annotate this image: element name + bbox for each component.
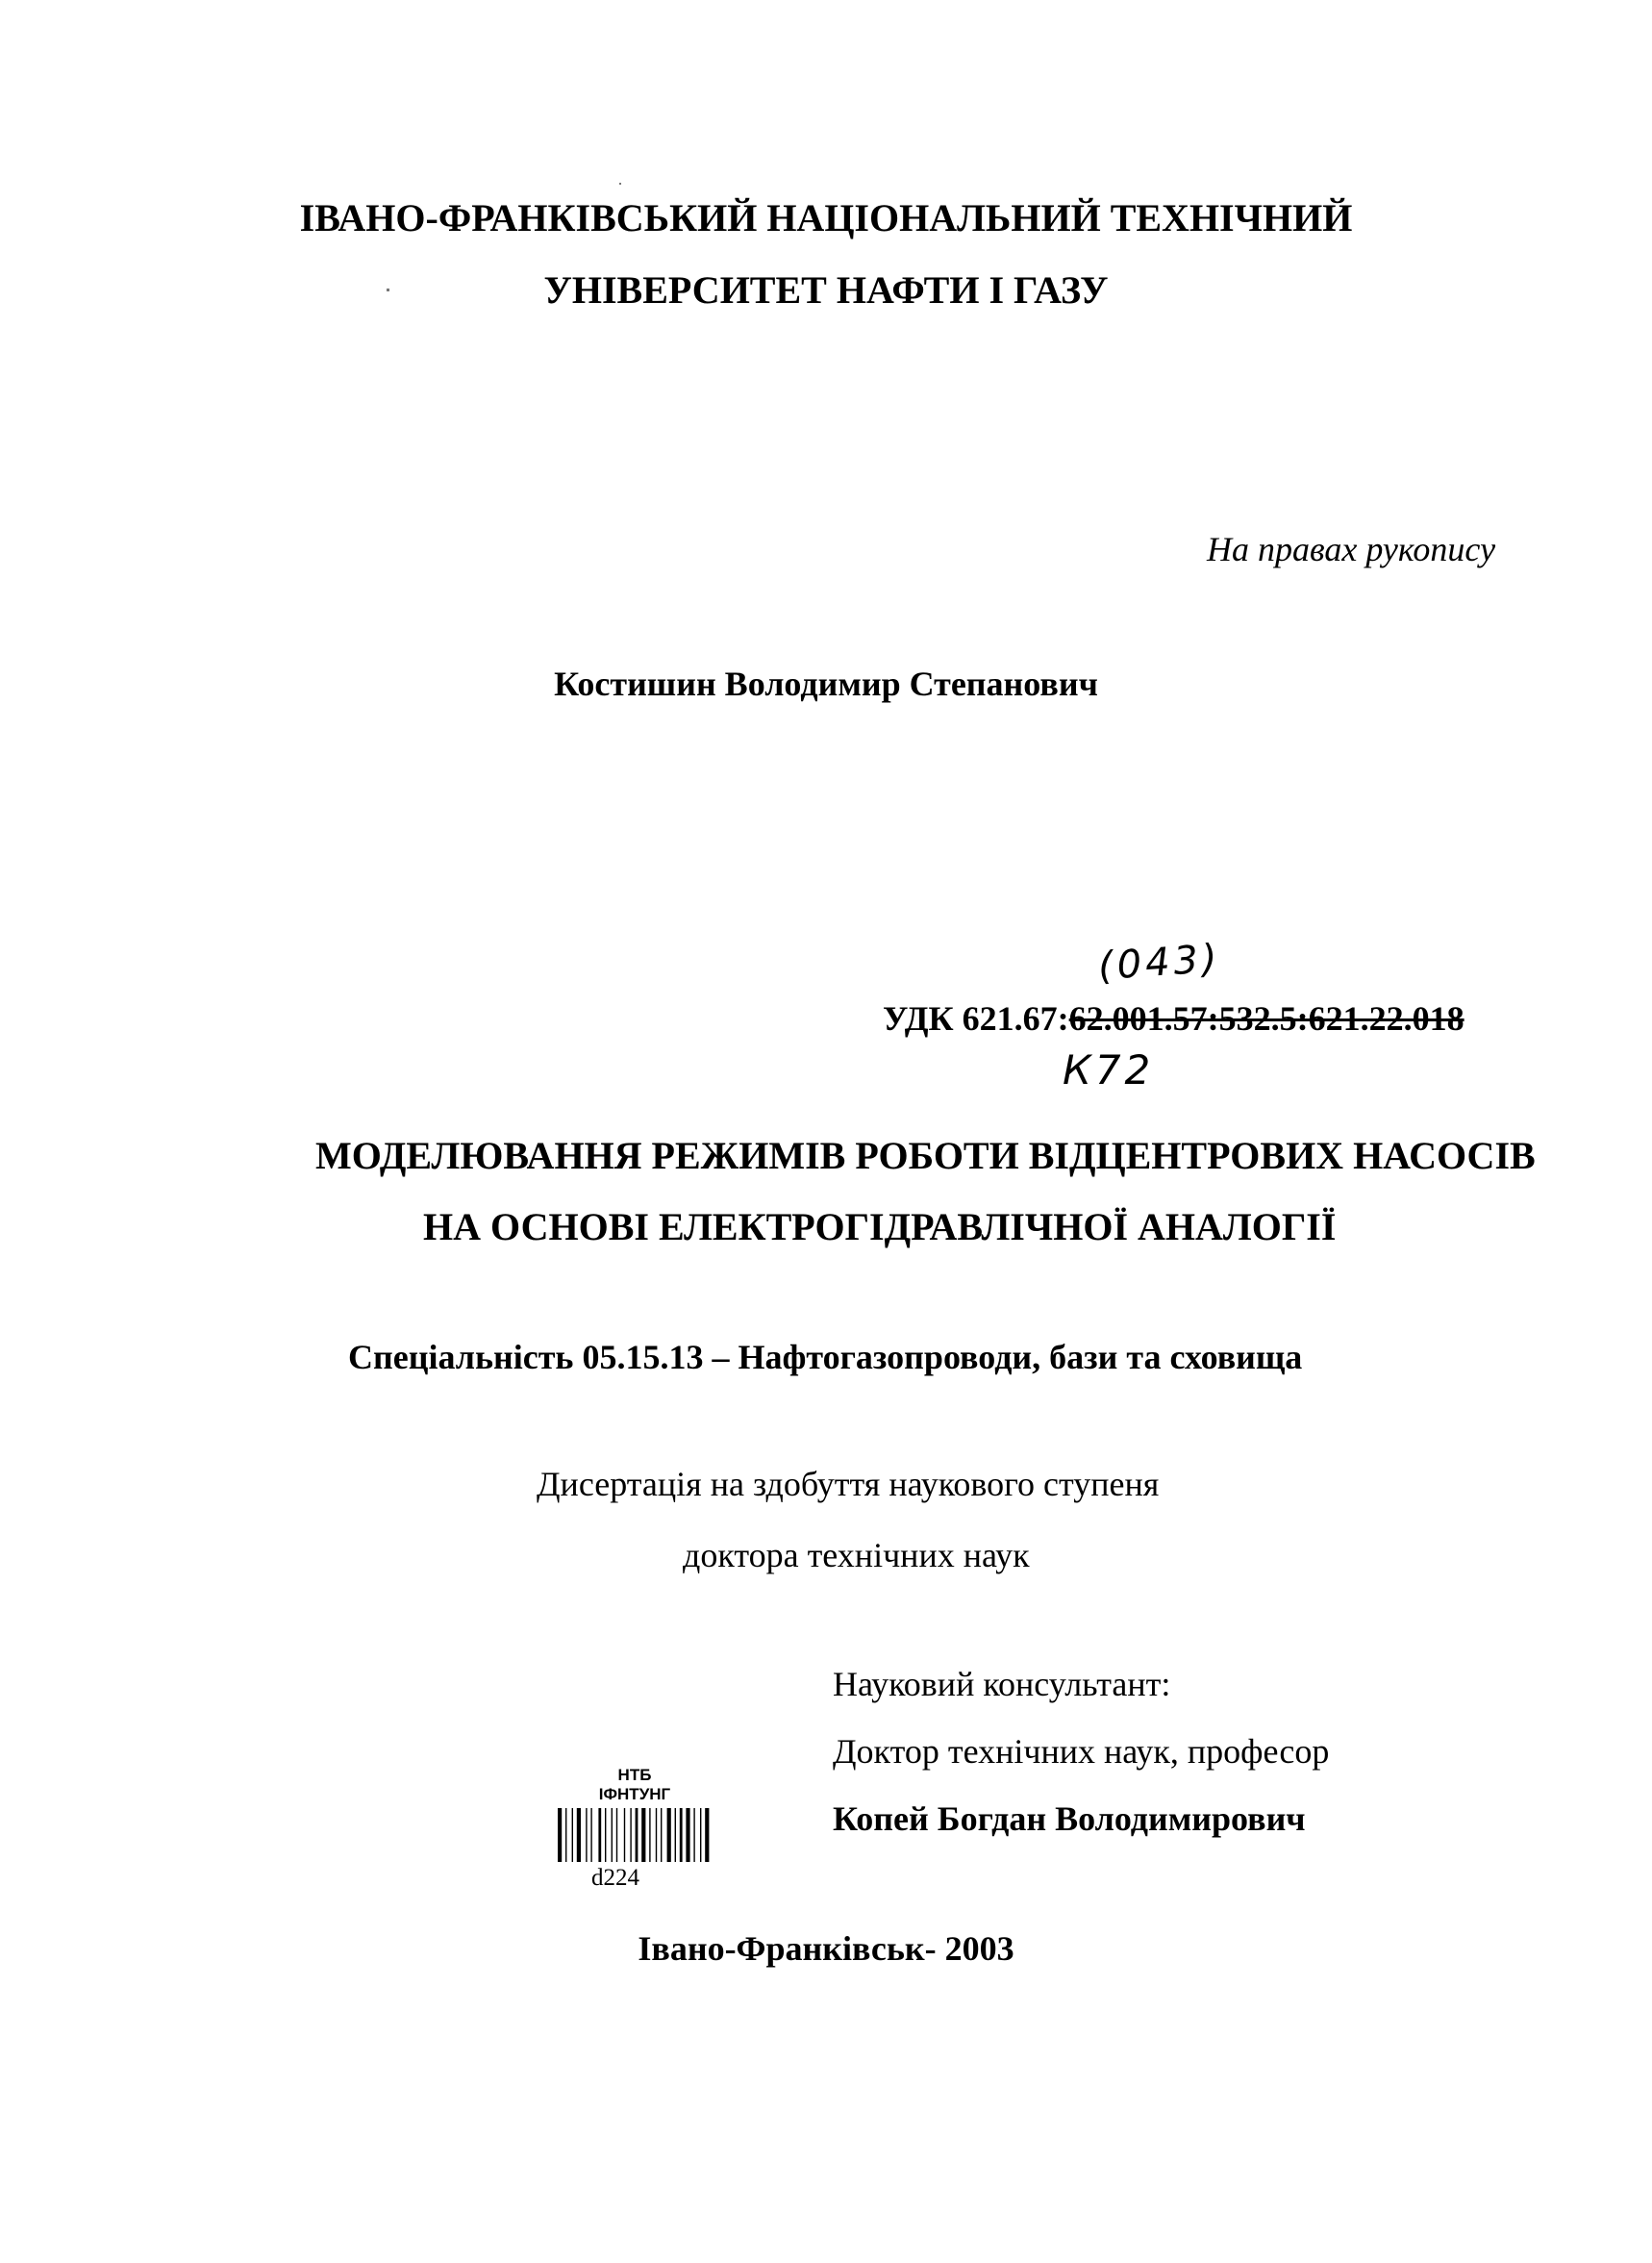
specialty: Спеціальність 05.15.13 – Нафтогазопроводи, бази та сховища [348, 1338, 1303, 1376]
university-name-line-1: ІВАНО-ФРАНКІВСЬКИЙ НАЦІОНАЛЬНИЙ ТЕХНІЧНИЙ [299, 196, 1353, 239]
university-name-line-2: УНІВЕРСИТЕТ НАФТИ І ГАЗУ [543, 268, 1109, 312]
barcode-bar [680, 1808, 683, 1862]
barcode-bar [675, 1808, 676, 1862]
dissertation-title-line-2: НА ОСНОВІ ЕЛЕКТРОГІДРАВЛІЧНОЇ АНАЛОГІЇ [423, 1205, 1337, 1248]
barcode-bar [661, 1808, 662, 1862]
barcode-bar [558, 1808, 562, 1862]
barcode-bar [612, 1808, 613, 1862]
barcode-bar [605, 1808, 606, 1862]
barcode-bar [686, 1808, 689, 1862]
barcode-bar [590, 1808, 591, 1862]
barcode-bar [700, 1808, 701, 1862]
barcode-icon [554, 1808, 715, 1862]
dissertation-degree-line-2: доктора технічних наук [683, 1536, 1030, 1574]
dissertation-degree-line-1: Дисертація на здобуття наукового ступеня [537, 1465, 1160, 1503]
manuscript-rights-note: На правах рукопису [1207, 530, 1496, 568]
city-year: Івано-Франківськ- 2003 [638, 1929, 1014, 1968]
barcode-bar [636, 1808, 638, 1862]
library-stamp-line-1: НТБ [617, 1766, 652, 1784]
scan-speck [619, 183, 621, 185]
author-name: Костишин Володимир Степанович [554, 665, 1098, 703]
barcode-bar [649, 1808, 650, 1862]
library-stamp-line-2: ІФНТУНГ [598, 1785, 671, 1803]
consultant-name: Копей Богдан Володимирович [833, 1799, 1306, 1838]
barcode-bar [616, 1808, 617, 1862]
barcode-bar [598, 1808, 601, 1862]
udc-struck-code: 62.001.57:532.5:621.22.018 [1068, 999, 1464, 1038]
scan-speck [387, 289, 389, 291]
barcode-bar [641, 1808, 645, 1862]
library-stamp [554, 1766, 715, 1893]
barcode-bar [705, 1808, 709, 1862]
library-stamp-code: d224 [591, 1865, 639, 1891]
barcode-bar [667, 1808, 671, 1862]
barcode-bar [693, 1808, 694, 1862]
dissertation-title-line-1: МОДЕЛЮВАННЯ РЕЖИМІВ РОБОТИ ВІДЦЕНТРОВИХ НАСОСІВ [315, 1134, 1536, 1177]
consultant-label: Науковий консультант: [833, 1665, 1171, 1703]
barcode-bar [624, 1808, 625, 1862]
handwritten-index: К72 [1063, 1046, 1155, 1094]
udc-code [883, 998, 1464, 1039]
barcode-bar [565, 1808, 566, 1862]
barcode-bar [630, 1808, 631, 1862]
consultant-degree: Доктор технічних наук, професор [833, 1732, 1330, 1771]
barcode-bar [572, 1808, 573, 1862]
handwritten-udc-addition: (043) [1096, 936, 1223, 990]
barcode-bar [577, 1808, 581, 1862]
barcode-bar [586, 1808, 587, 1862]
barcode-bar [656, 1808, 657, 1862]
udc-prefix: УДК 621.67: [883, 999, 1069, 1038]
